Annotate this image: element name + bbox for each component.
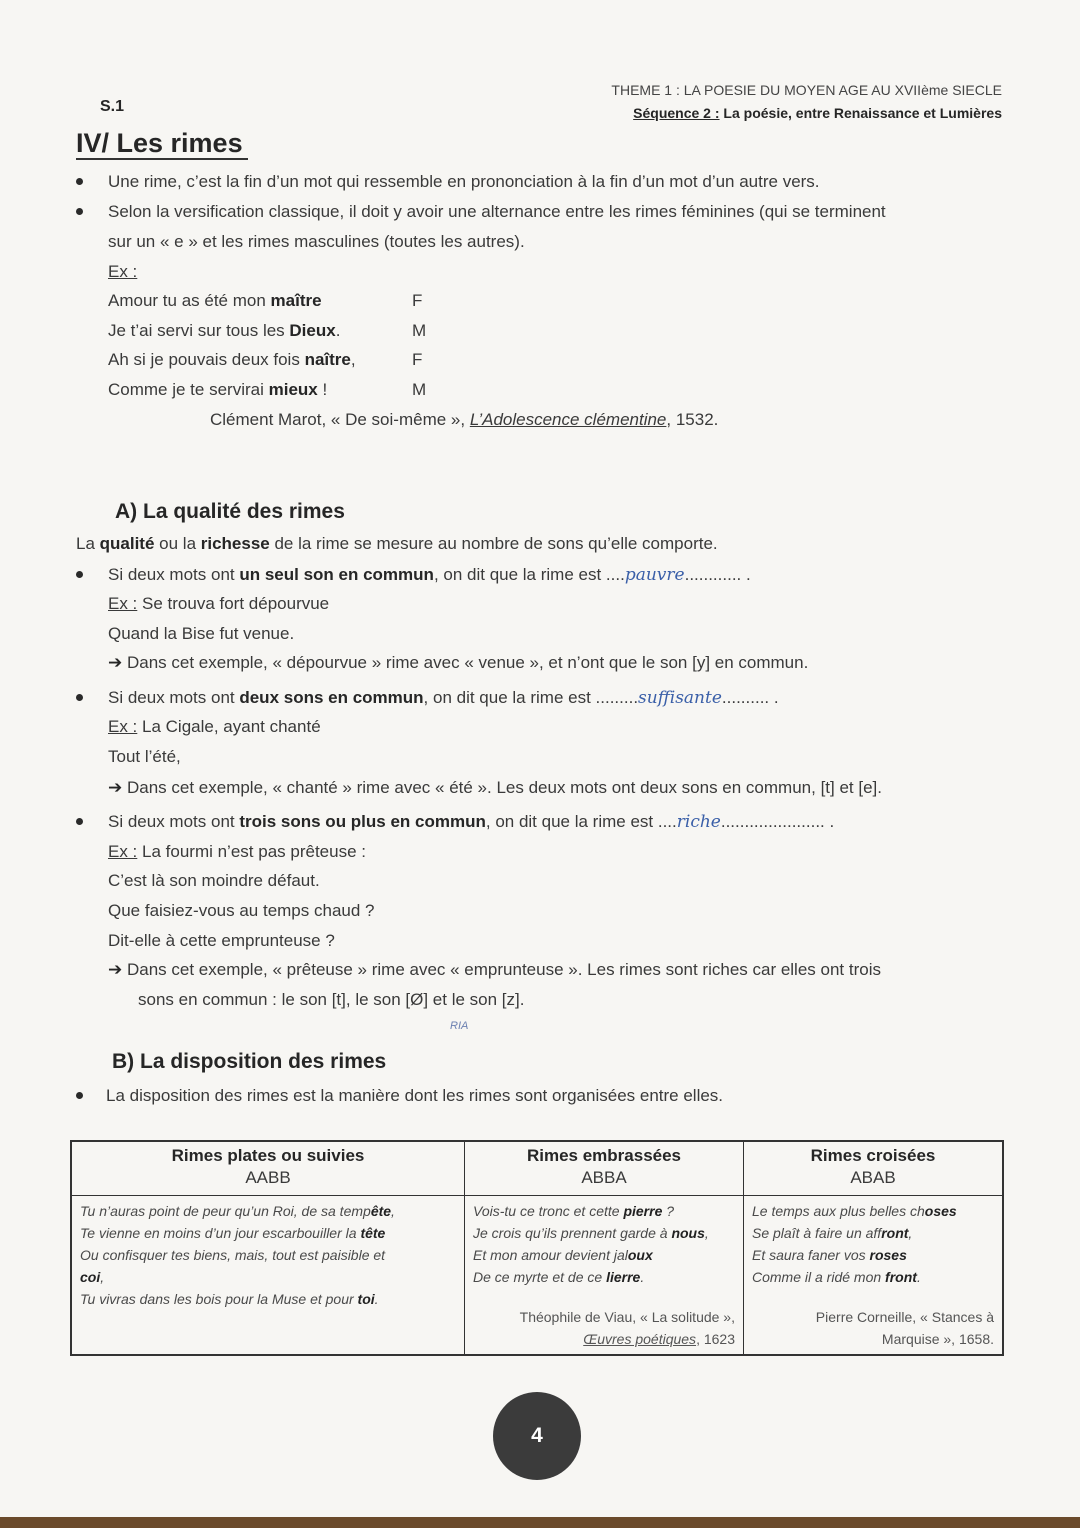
poem-line: coi, — [80, 1269, 105, 1285]
sequence-title — [633, 103, 1002, 123]
bullet-dot — [76, 208, 83, 215]
rhyme-tag: F — [412, 350, 423, 369]
poem-line: Et saura faner vos roses — [752, 1247, 907, 1263]
page-number: 4 — [493, 1392, 581, 1480]
poem-line: Et mon amour devient jaloux — [473, 1247, 653, 1263]
arrow-note: ➔ Dans cet exemple, « prêteuse » rime avec « emprunteuse ». Les rimes sont riches car elles ont trois — [108, 960, 881, 979]
handwritten-answer: riche — [676, 812, 721, 832]
arrow-note: ➔ Dans cet exemple, « dépourvue » rime avec « venue », et n’ont que le son [y] en commun. — [108, 653, 809, 672]
bullet-dot — [76, 178, 83, 185]
poem-line: Vois-tu ce tronc et cette pierre ? — [473, 1203, 675, 1219]
handwritten-answer: suffisante — [638, 688, 722, 708]
poem-line: Le temps aux plus belles choses — [752, 1203, 957, 1219]
example-line: Ex : Se trouva fort dépourvue — [108, 594, 330, 613]
quality-item-riche: Si deux mots ont trois sons ou plus en commun, on dit que la rime est ....riche...................... . — [108, 812, 835, 832]
bullet-rime-definition: Une rime, c’est la fin d’un mot qui ressemble en prononciation à la fin d’un mot d’un autre vers. — [108, 172, 820, 191]
bullet-dot — [76, 571, 83, 578]
bullet-alternance-line1: Selon la versification classique, il doit y avoir une alternance entre les rimes féminines (qui se terminent — [108, 202, 886, 221]
example-line: Quand la Bise fut venue. — [108, 624, 295, 643]
example-line: Ex : La fourmi n’est pas prêteuse : — [108, 842, 366, 861]
arrow-icon: ➔ — [108, 778, 127, 797]
citation-work: L’Adolescence clémentine — [469, 410, 667, 429]
arrow-icon: ➔ — [108, 653, 127, 672]
poem-line: Se plaît à faire un affront, — [752, 1225, 913, 1241]
section-title-underline — [76, 158, 248, 160]
example-line: Que faisiez-vous au temps chaud ? — [108, 901, 375, 920]
poem-line: Je crois qu’ils prennent garde à nous, — [473, 1225, 709, 1241]
example-line: Dit-elle à cette emprunteuse ? — [108, 931, 335, 950]
poem-line: De ce myrte et de ce lierre. — [473, 1269, 645, 1285]
arrow-icon: ➔ — [108, 960, 127, 979]
rhyme-disposition-table — [70, 1140, 1004, 1356]
handwritten-scribble: RIA — [450, 1020, 469, 1032]
poem-source: Théophile de Viau, « La solitude », Œuvres poétiques, 1623 — [519, 1309, 735, 1347]
bullet-dot — [76, 694, 83, 701]
poem-line: Ah si je pouvais deux fois naître, — [108, 350, 356, 369]
quality-item-suffisante: Si deux mots ont deux sons en commun, on dit que la rime est .........suffisante.......... . — [108, 688, 779, 708]
rhyme-tag: F — [412, 291, 423, 310]
arrow-note: ➔ Dans cet exemple, « chanté » rime avec « été ». Les deux mots ont deux sons en commun, [t] et [e]. — [108, 778, 882, 797]
example-line: C’est là son moindre défaut. — [108, 871, 320, 890]
example-line: Ex : La Cigale, ayant chanté — [108, 717, 321, 736]
poem-line: Amour tu as été mon maître — [108, 291, 322, 310]
poem-line: Te vienne en moins d’un jour escarbouiller la tête — [80, 1225, 386, 1241]
arrow-note-continued: sons en commun : le son [t], le son [Ø] et le son [z]. — [138, 990, 525, 1009]
rhyme-tag: M — [412, 380, 427, 399]
poem-line: Comme je te servirai mieux ! — [108, 380, 328, 399]
example-line: Tout l’été, — [108, 747, 181, 766]
bullet-dot — [76, 818, 83, 825]
poem-line: Tu n’auras point de peur qu’un Roi, de sa tempête, — [80, 1203, 395, 1219]
poem-line: Ou confisquer tes biens, mais, tout est paisible et — [80, 1247, 386, 1263]
page-edge — [0, 1517, 1080, 1528]
sequence-label: Séquence 2 : — [633, 105, 720, 121]
cell-croisees — [744, 1196, 1004, 1356]
subsection-quality-title: A) La qualité des rimes — [115, 500, 345, 523]
rhyme-tag: M — [412, 321, 427, 340]
quality-item-pauvre: Si deux mots ont un seul son en commun, on dit que la rime est ....pauvre............ . — [108, 565, 751, 585]
section-title: IV/ Les rimes — [76, 128, 243, 158]
poem-citation: Clément Marot, « De soi-même », L’Adolescence clémentine, 1532. — [210, 410, 719, 429]
quality-intro: La qualité ou la richesse de la rime se mesure au nombre de sons qu’elle comporte. — [76, 534, 718, 553]
column-header-embrassees: Rimes embrassées ABBA — [465, 1141, 744, 1196]
column-header-plates: Rimes plates ou suivies AABB — [71, 1141, 465, 1196]
subsection-disposition-title: B) La disposition des rimes — [112, 1050, 387, 1073]
poem-source: Pierre Corneille, « Stances à Marquise », 1658. — [815, 1309, 994, 1347]
disposition-definition: La disposition des rimes est la manière dont les rimes sont organisées entre elles. — [106, 1086, 724, 1105]
column-header-croisees: Rimes croisées ABAB — [744, 1141, 1004, 1196]
bullet-dot — [76, 1092, 83, 1099]
poem-line: Tu vivras dans les bois pour la Muse et pour toi. — [80, 1291, 379, 1307]
handwritten-answer: pauvre — [624, 565, 685, 585]
poem-line: Je t’ai servi sur tous les Dieux. — [108, 321, 341, 340]
sequence-name: La poésie, entre Renaissance et Lumières — [719, 105, 1002, 121]
bullet-alternance-line2: sur un « e » et les rimes masculines (toutes les autres). — [108, 232, 525, 251]
cell-plates — [71, 1196, 465, 1356]
theme-title: THEME 1 : LA POESIE DU MOYEN AGE AU XVIIème SIECLE — [611, 82, 1002, 98]
example-label: Ex : — [108, 262, 138, 281]
poem-line: Comme il a ridé mon front. — [752, 1269, 921, 1285]
cell-embrassees — [465, 1196, 744, 1356]
page-code: S.1 — [100, 98, 125, 115]
